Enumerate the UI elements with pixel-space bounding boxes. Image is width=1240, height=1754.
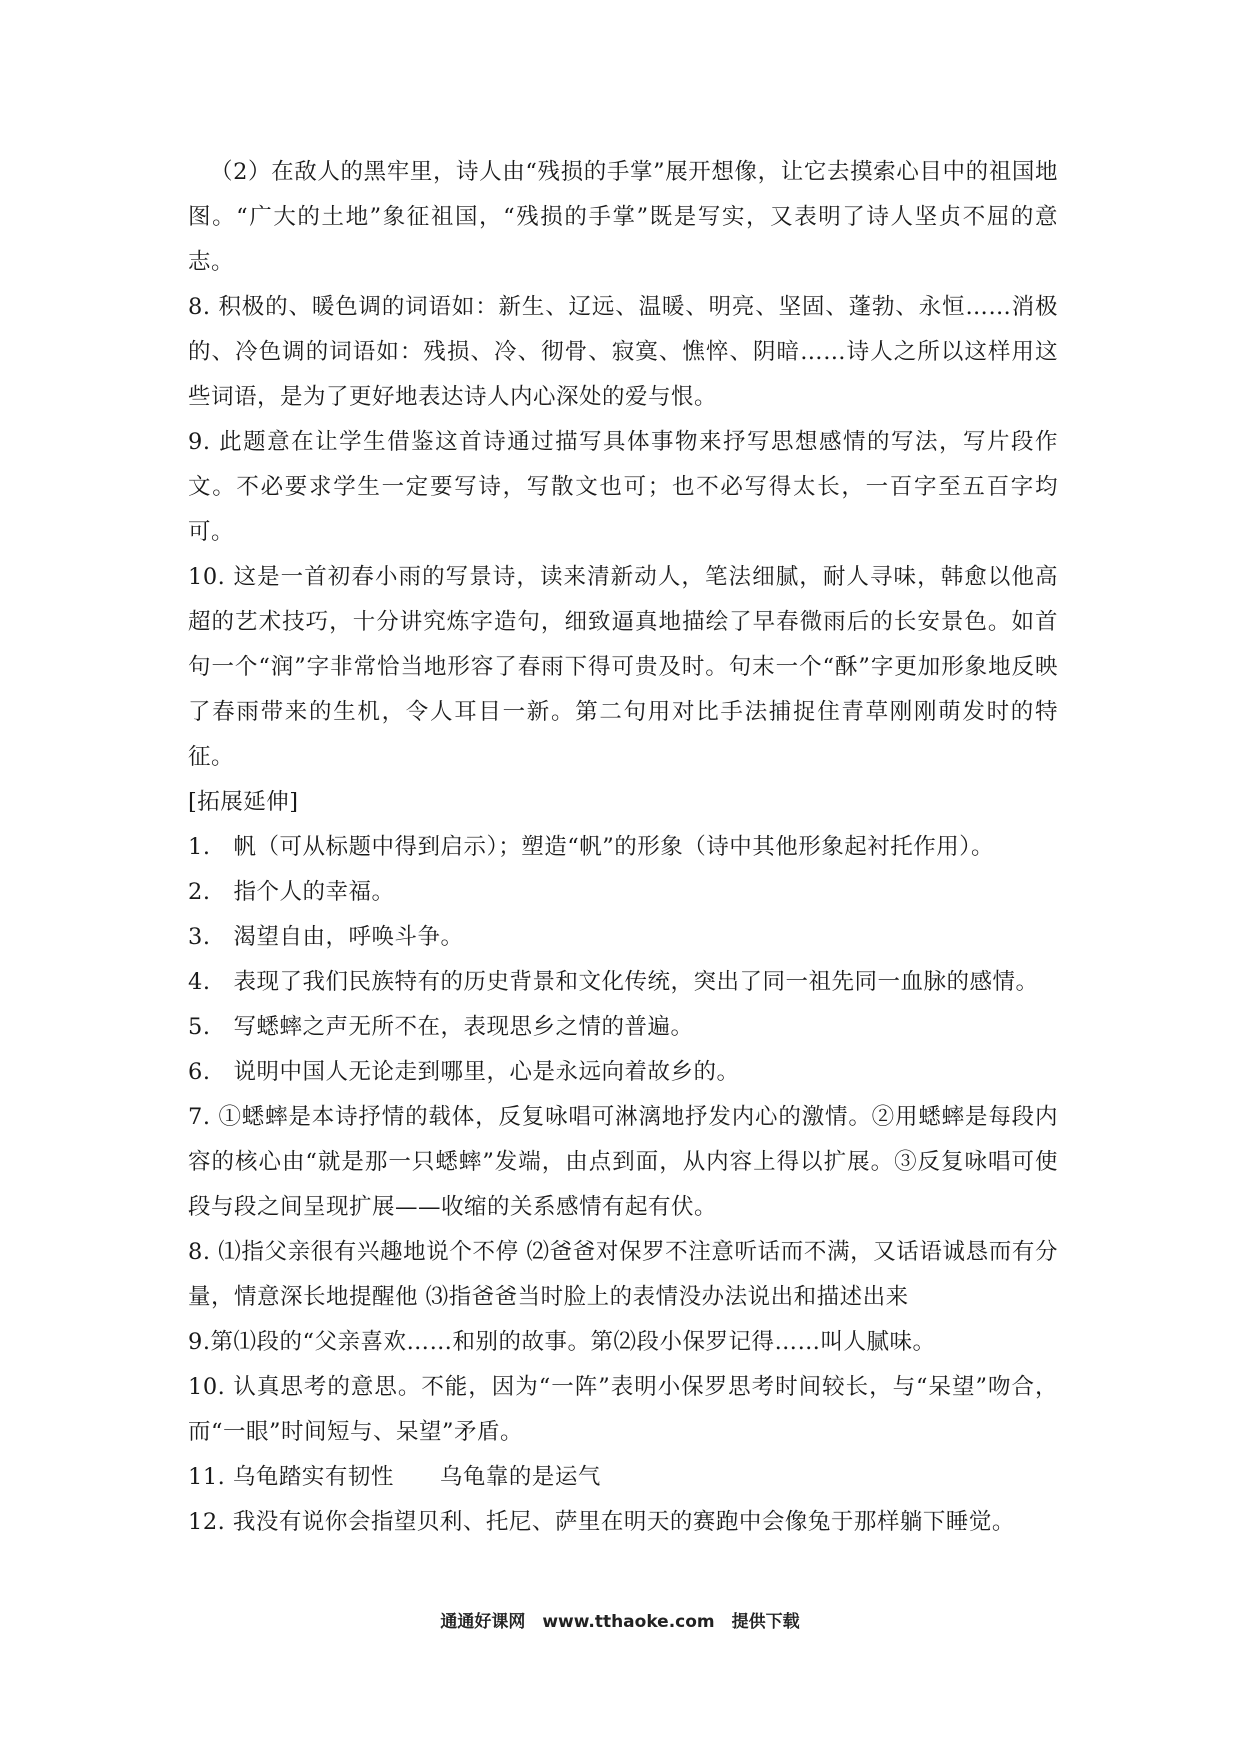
paragraph-answer-9: 9. 此题意在让学生借鉴这首诗通过描写具体事物来抒写思想感情的写法，写片段作文。不必要求学生一定要写诗，写散文也可；也不必写得太长，一百字至五百字均可。 [188,429,1058,545]
paragraph-answer-8: 8. 积极的、暖色调的词语如：新生、辽远、温暖、明亮、坚固、蓬勃、永恒……消极的、冷色调的词语如：残损、冷、彻骨、寂寞、憔悴、阴暗……诗人之所以这样用这些词语，是为了更好地表达诗人内心深处的爱与恨。 [188,294,1058,410]
extension-answer-10: 10. 认真思考的意思。不能，因为“一阵”表明小保罗思考时间较长，与“呆望”吻合，而“一眼”时间短与、呆望”矛盾。 [188,1374,1058,1445]
extension-answer-12: 12. 我没有说你会指望贝利、托尼、萨里在明天的赛跑中会像兔于那样躺下睡觉。 [188,1509,1015,1535]
answer-text-body [188,150,1058,1545]
extension-answer-9: 9.第⑴段的“父亲喜欢……和别的故事。第⑵段小保罗记得……叫人腻味。 [188,1329,936,1355]
page-footer: 通通好课网 www.tthaoke.com 提供下载 [440,1612,800,1632]
extension-answer-2: 2. 指个人的幸福。 [188,879,395,905]
extension-answer-3: 3. 渴望自由，呼唤斗争。 [188,924,464,950]
extension-answer-6: 6. 说明中国人无论走到哪里，心是永远向着故乡的。 [188,1059,740,1085]
extension-answer-7: 7. ①蟋蟀是本诗抒情的载体，反复咏唱可淋漓地抒发内心的激情。②用蟋蟀是每段内容的核心由“就是那一只蟋蟀”发端，由点到面，从内容上得以扩展。③反复咏唱可使段与段之间呈现扩展——收缩的关系感情有起有伏。 [188,1104,1058,1220]
section-heading-extension: [拓展延伸] [188,789,299,815]
paragraph-answer-10: 10. 这是一首初春小雨的写景诗，读来清新动人，笔法细腻，耐人寻味，韩愈以他高超的艺术技巧，十分讲究炼字造句，细致逼真地描绘了早春微雨后的长安景色。如首句一个“润”字非常恰当地形容了春雨下得可贵及时。句末一个“酥”字更加形象地反映了春雨带来的生机，令人耳目一新。第二句用对比手法捕捉住青草刚刚萌发时的特征。 [188,564,1058,770]
extension-answer-4: 4. 表现了我们民族特有的历史背景和文化传统，突出了同一祖先同一血脉的感情。 [188,969,1039,995]
extension-answer-8: 8. ⑴指父亲很有兴趣地说个不停 ⑵爸爸对保罗不注意听话而不满，又话语诚恳而有分量，情意深长地提醒他 ⑶指爸爸当时脸上的表情没办法说出和描述出来 [188,1239,1058,1310]
extension-answer-5: 5. 写蟋蟀之声无所不在，表现思乡之情的普遍。 [188,1014,694,1040]
extension-answer-1: 1. 帆（可从标题中得到启示）；塑造“帆”的形象（诗中其他形象起衬托作用）。 [188,834,994,860]
paragraph-answer-2: （2）在敌人的黑牢里，诗人由“残损的手掌”展开想像，让它去摸索心目中的祖国地图。“广大的土地”象征祖国，“残损的手掌”既是写实，又表明了诗人坚贞不屈的意志。 [188,159,1058,275]
extension-answer-11: 11. 乌龟踏实有韧性 乌龟靠的是运气 [188,1464,601,1490]
